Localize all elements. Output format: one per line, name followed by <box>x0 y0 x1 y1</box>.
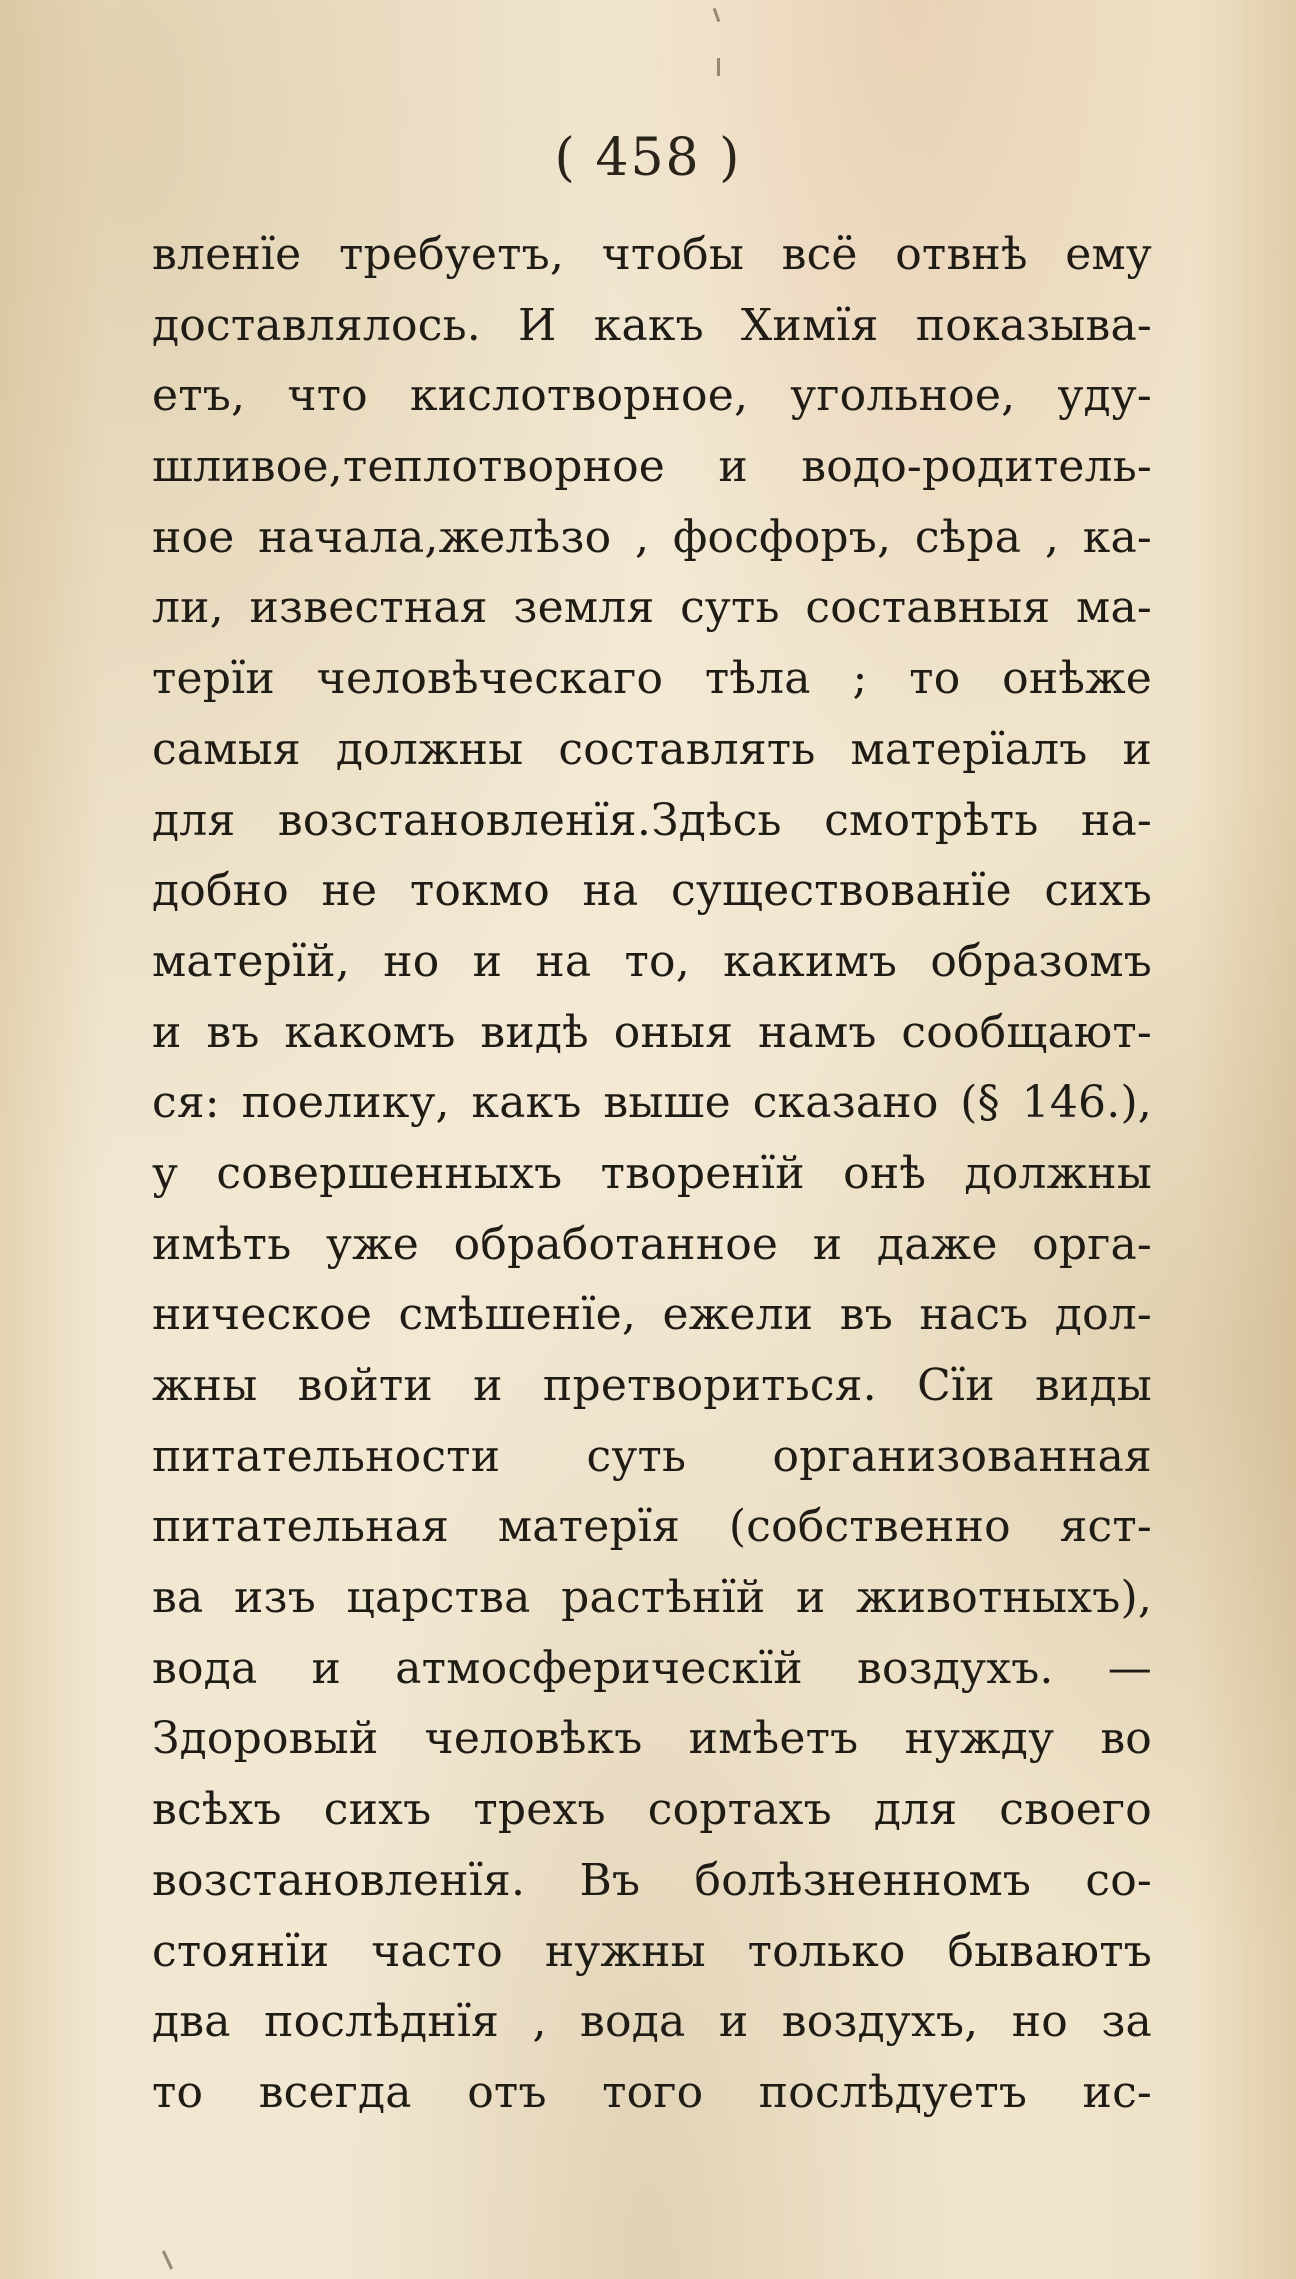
text-line: ное начала,желѣзо , фосфоръ, сѣра , ка- <box>152 511 1152 563</box>
ink-speck <box>717 58 720 76</box>
ink-speck <box>162 2250 173 2269</box>
text-line: матерїй, но и на то, какимъ образомъ <box>152 935 1152 987</box>
text-line: имѣть уже обработанное и даже орга- <box>152 1218 1152 1270</box>
text-line: вленїе требуетъ, чтобы всё отвнѣ ему <box>152 229 1152 280</box>
text-line: для возстановленїя.Здѣсь смотрѣть на- <box>152 794 1152 846</box>
ink-speck <box>713 8 721 22</box>
text-line: и въ какомъ видѣ оныя намъ сообщают- <box>152 1006 1152 1058</box>
text-line: стоянїи часто нужны только бываютъ <box>152 1925 1152 1977</box>
text-line: добно не токмо на существованїе сихъ <box>152 865 1152 917</box>
text-line: ва изъ царства растѣнїй и животныхъ), <box>152 1572 1152 1624</box>
text-line: вода и атмосферическїй воздухъ. — <box>152 1642 1152 1694</box>
text-line: питательная матерїя (собственно яст- <box>152 1501 1152 1553</box>
text-line: доставлялось. И какъ Химїя показыва- <box>152 299 1152 351</box>
text-line: жны войти и претвориться. Сїи виды <box>152 1360 1152 1411</box>
text-line: у совершенныхъ творенїй онѣ должны <box>152 1147 1152 1199</box>
body-text <box>152 220 1152 2129</box>
text-line: терїи человѣческаго тѣла ; то онѣже <box>152 653 1152 705</box>
text-line: возстановленїя. Въ болѣзненномъ со- <box>152 1854 1152 1906</box>
text-line: два послѣднїя , вода и воздухъ, но за <box>152 1996 1152 2048</box>
text-line: ся: поелику, какъ выше сказано (§ 146.), <box>152 1077 1152 1129</box>
text-line: самыя должны составлять матерїалъ и <box>152 723 1152 775</box>
text-line: Здоровый человѣкъ имѣетъ нужду во <box>152 1713 1152 1765</box>
text-line: питательности суть организованная <box>152 1430 1152 1482</box>
text-line: етъ, что кислотворное, угольное, уду- <box>152 370 1152 422</box>
text-line: шливое,теплотворное и водо-родитель- <box>152 441 1152 493</box>
text-line: ническое смѣшенїе, ежели въ насъ дол- <box>152 1289 1152 1341</box>
page-number: ( 458 ) <box>554 128 742 188</box>
text-line: то всегда отъ того послѣдуетъ ис- <box>152 2066 1152 2118</box>
text-line: ли, известная земля суть составныя ма- <box>152 582 1152 634</box>
text-line: всѣхъ сихъ трехъ сортахъ для своего <box>152 1784 1152 1836</box>
